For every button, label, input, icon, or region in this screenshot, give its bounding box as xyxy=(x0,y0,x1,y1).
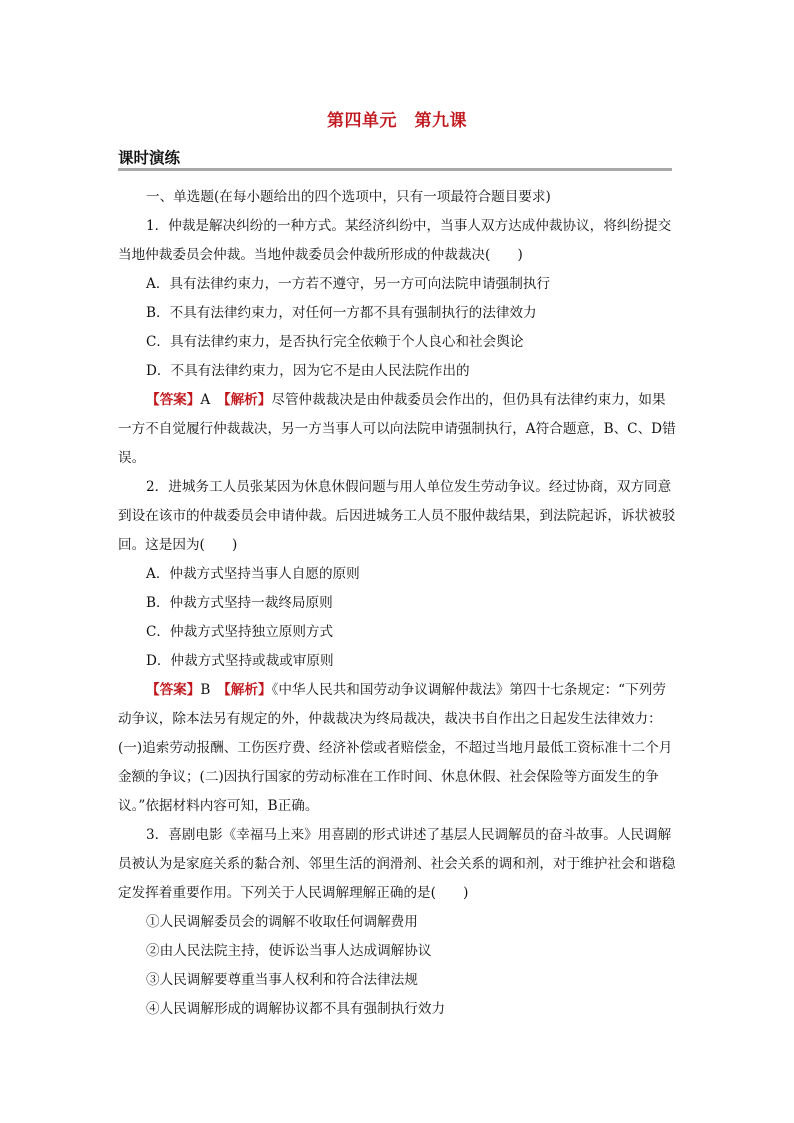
answer-tag: 【答案】 xyxy=(146,392,201,408)
section-divider xyxy=(118,168,672,171)
question-1-option-a: A．具有法律约束力，一方若不遵守，另一方可向法院申请强制执行 xyxy=(146,276,551,292)
question-2-answer xyxy=(118,676,678,821)
analysis-tag: 【解析】 xyxy=(223,682,272,698)
question-3-option-4: ④人民调解形成的调解协议都不具有强制执行效力 xyxy=(146,1001,446,1017)
question-3-option-2: ②由人民法院主持，使诉讼当事人达成调解协议 xyxy=(146,943,432,959)
question-1-stem: 1．仲裁是解决纠纷的一种方式。某经济纠纷中，当事人双方达成仲裁协议，将纠纷提交当地仲裁委员会仲裁。当地仲裁委员会仲裁所形成的仲裁裁决( ) xyxy=(118,218,672,263)
instruction-text: 一、单选题(在每小题给出的四个选项中，只有一项最符合题目要求) xyxy=(146,189,551,205)
question-1-option-b: B．不具有法律约束力，对任何一方都不具有强制执行的法律效力 xyxy=(146,305,537,321)
question-1-option-d: D．不具有法律约束力，因为它不是由人民法院作出的 xyxy=(146,363,470,379)
question-1-option-c: C．具有法律约束力，是否执行完全依赖于个人良心和社会舆论 xyxy=(146,334,524,350)
question-2-option-a: A．仲裁方式坚持当事人自愿的原则 xyxy=(146,566,360,582)
question-2-option-d: D．仲裁方式坚持或裁或审原则 xyxy=(146,653,334,669)
analysis-text: 尽管仲裁裁决是由仲裁委员会作出的，但仍具有法律约束力，如果一方不自觉履行仲裁裁决，另一方当事人可以向法院申请强制执行，A符合题意，B、C、D错误。 xyxy=(118,392,676,466)
question-2-option-c: C．仲裁方式坚持独立原则方式 xyxy=(146,624,334,640)
exercise-content xyxy=(118,183,678,1024)
question-3-stem: 3．喜剧电影《幸福马上来》用喜剧的形式讲述了基层人民调解员的奋斗故事。人民调解员被认为是家庭关系的黏合剂、邻里生活的润滑剂、社会关系的调和剂，对于维护社会和谐稳定发挥着重要作用。下列关于人民调解理解正确的是( ) xyxy=(118,827,676,901)
question-2-stem: 2．进城务工人员张某因为休息休假问题与用人单位发生劳动争议。经过协商，双方同意到设在该市的仲裁委员会申请仲裁。后因进城务工人员不服仲裁结果，到法院起诉，诉状被驳回。这是因为( ) xyxy=(118,479,676,553)
answer-value: A xyxy=(200,392,224,408)
analysis-tag: 【解析】 xyxy=(223,392,272,408)
analysis-text: 《中华人民共和国劳动争议调解仲裁法》第四十七条规定：“下列劳动争议，除本法另有规定的外，仲裁裁决为终局裁决，裁决书自作出之日起发生法律效力：(一)追索劳动报酬、工伤医疗费、经济补偿或者赔偿金，不超过当地月最低工资标准十二个月金额的争议；(二)因执行国家的劳动标准在工作时间、休息休假、社会保险等方面发生的争议。”依据材料内容可知，B正确。 xyxy=(118,682,673,814)
answer-value: B xyxy=(200,682,224,698)
question-1-answer xyxy=(118,386,678,473)
question-3-option-3: ③人民调解要尊重当事人权利和符合法律法规 xyxy=(146,972,418,988)
section-heading: 课时演练 xyxy=(118,148,181,167)
question-2-option-b: B．仲裁方式坚持一裁终局原则 xyxy=(146,595,333,611)
answer-tag: 【答案】 xyxy=(146,682,201,698)
question-3-option-1: ①人民调解委员会的调解不收取任何调解费用 xyxy=(146,914,418,930)
page-title: 第四单元 第九课 xyxy=(327,111,467,131)
